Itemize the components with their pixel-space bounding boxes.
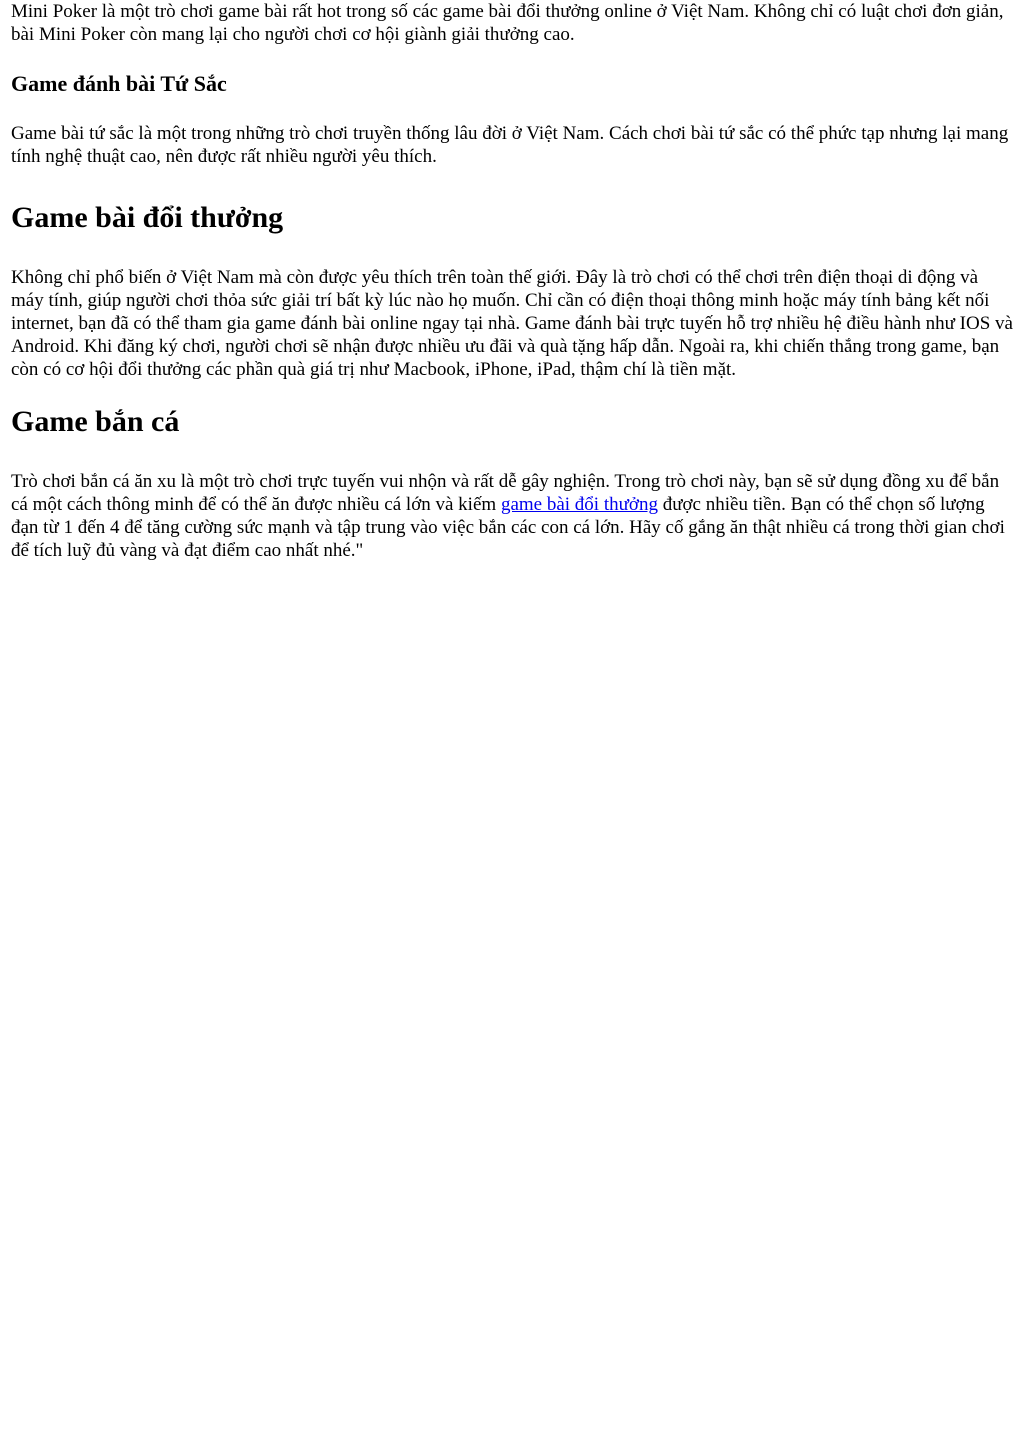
heading-tu-sac: Game đánh bài Tứ Sắc (11, 71, 227, 96)
game-bai-doi-thuong-link[interactable]: game bài đổi thưởng (500, 494, 658, 515)
ban-ca-paragraph (11, 470, 1013, 562)
tu-sac-paragraph: Game bài tứ sắc là một trong những trò chơi truyền thống lâu đời ở Việt Nam. Cách chơi bài tứ sắc có thể phức tạp nhưng lại mang tính nghệ thuật cao, nên được rất nhiều người yêu thích. (11, 123, 1009, 167)
doi-thuong-paragraph: Không chỉ phổ biến ở Việt Nam mà còn được yêu thích trên toàn thế giới. Đây là trò chơi có thể chơi trên điện thoại di động và máy tính, giúp người chơi thỏa sức giải trí bất kỳ lúc nào họ muốn. Chỉ cần có điện thoại thông minh hoặc máy tính bảng kết nối internet, bạn đã có thể tham gia game đánh bài online ngay tại nhà. Game đánh bài trực tuyến hỗ trợ nhiều hệ điều hành như IOS và Android. Khi đăng ký chơi, người chơi sẽ nhận được nhiều ưu đãi và quà tặng hấp dẫn. Ngoài ra, khi chiến thắng trong game, bạn còn có cơ hội đổi thưởng các phần quà giá trị như Macbook, iPhone, iPad, thậm chí là tiền mặt. (11, 267, 1013, 380)
article-body (0, 0, 1024, 562)
ban-ca-text-after-link: được nhiều tiền. Bạn có thể chọn số lượng đạn từ 1 đến 4 để tăng cường sức mạnh và tập trung vào việc bắn các con cá lớn. Hãy cố gắng ăn thật nhiều cá trong thời gian chơi để tích luỹ đủ vàng và đạt điểm cao nhất nhé." (11, 494, 1005, 561)
heading-doi-thuong: Game bài đổi thưởng (11, 201, 284, 234)
heading-ban-ca: Game bắn cá (11, 405, 180, 438)
intro-paragraph: Mini Poker là một trò chơi game bài rất hot trong số các game bài đổi thưởng online ở Việt Nam. Không chỉ có luật chơi đơn giản, bài Mini Poker còn mang lại cho người chơi cơ hội giành giải thưởng cao. (11, 1, 1004, 45)
ban-ca-text-before-link: Trò chơi bắn cá ăn xu là một trò chơi trực tuyến vui nhộn và rất dễ gây nghiện. Trong trò chơi này, bạn sẽ sử dụng đồng xu để bắn cá một cách thông minh để có thể ăn được nhiều cá lớn và kiếm (11, 471, 1000, 515)
